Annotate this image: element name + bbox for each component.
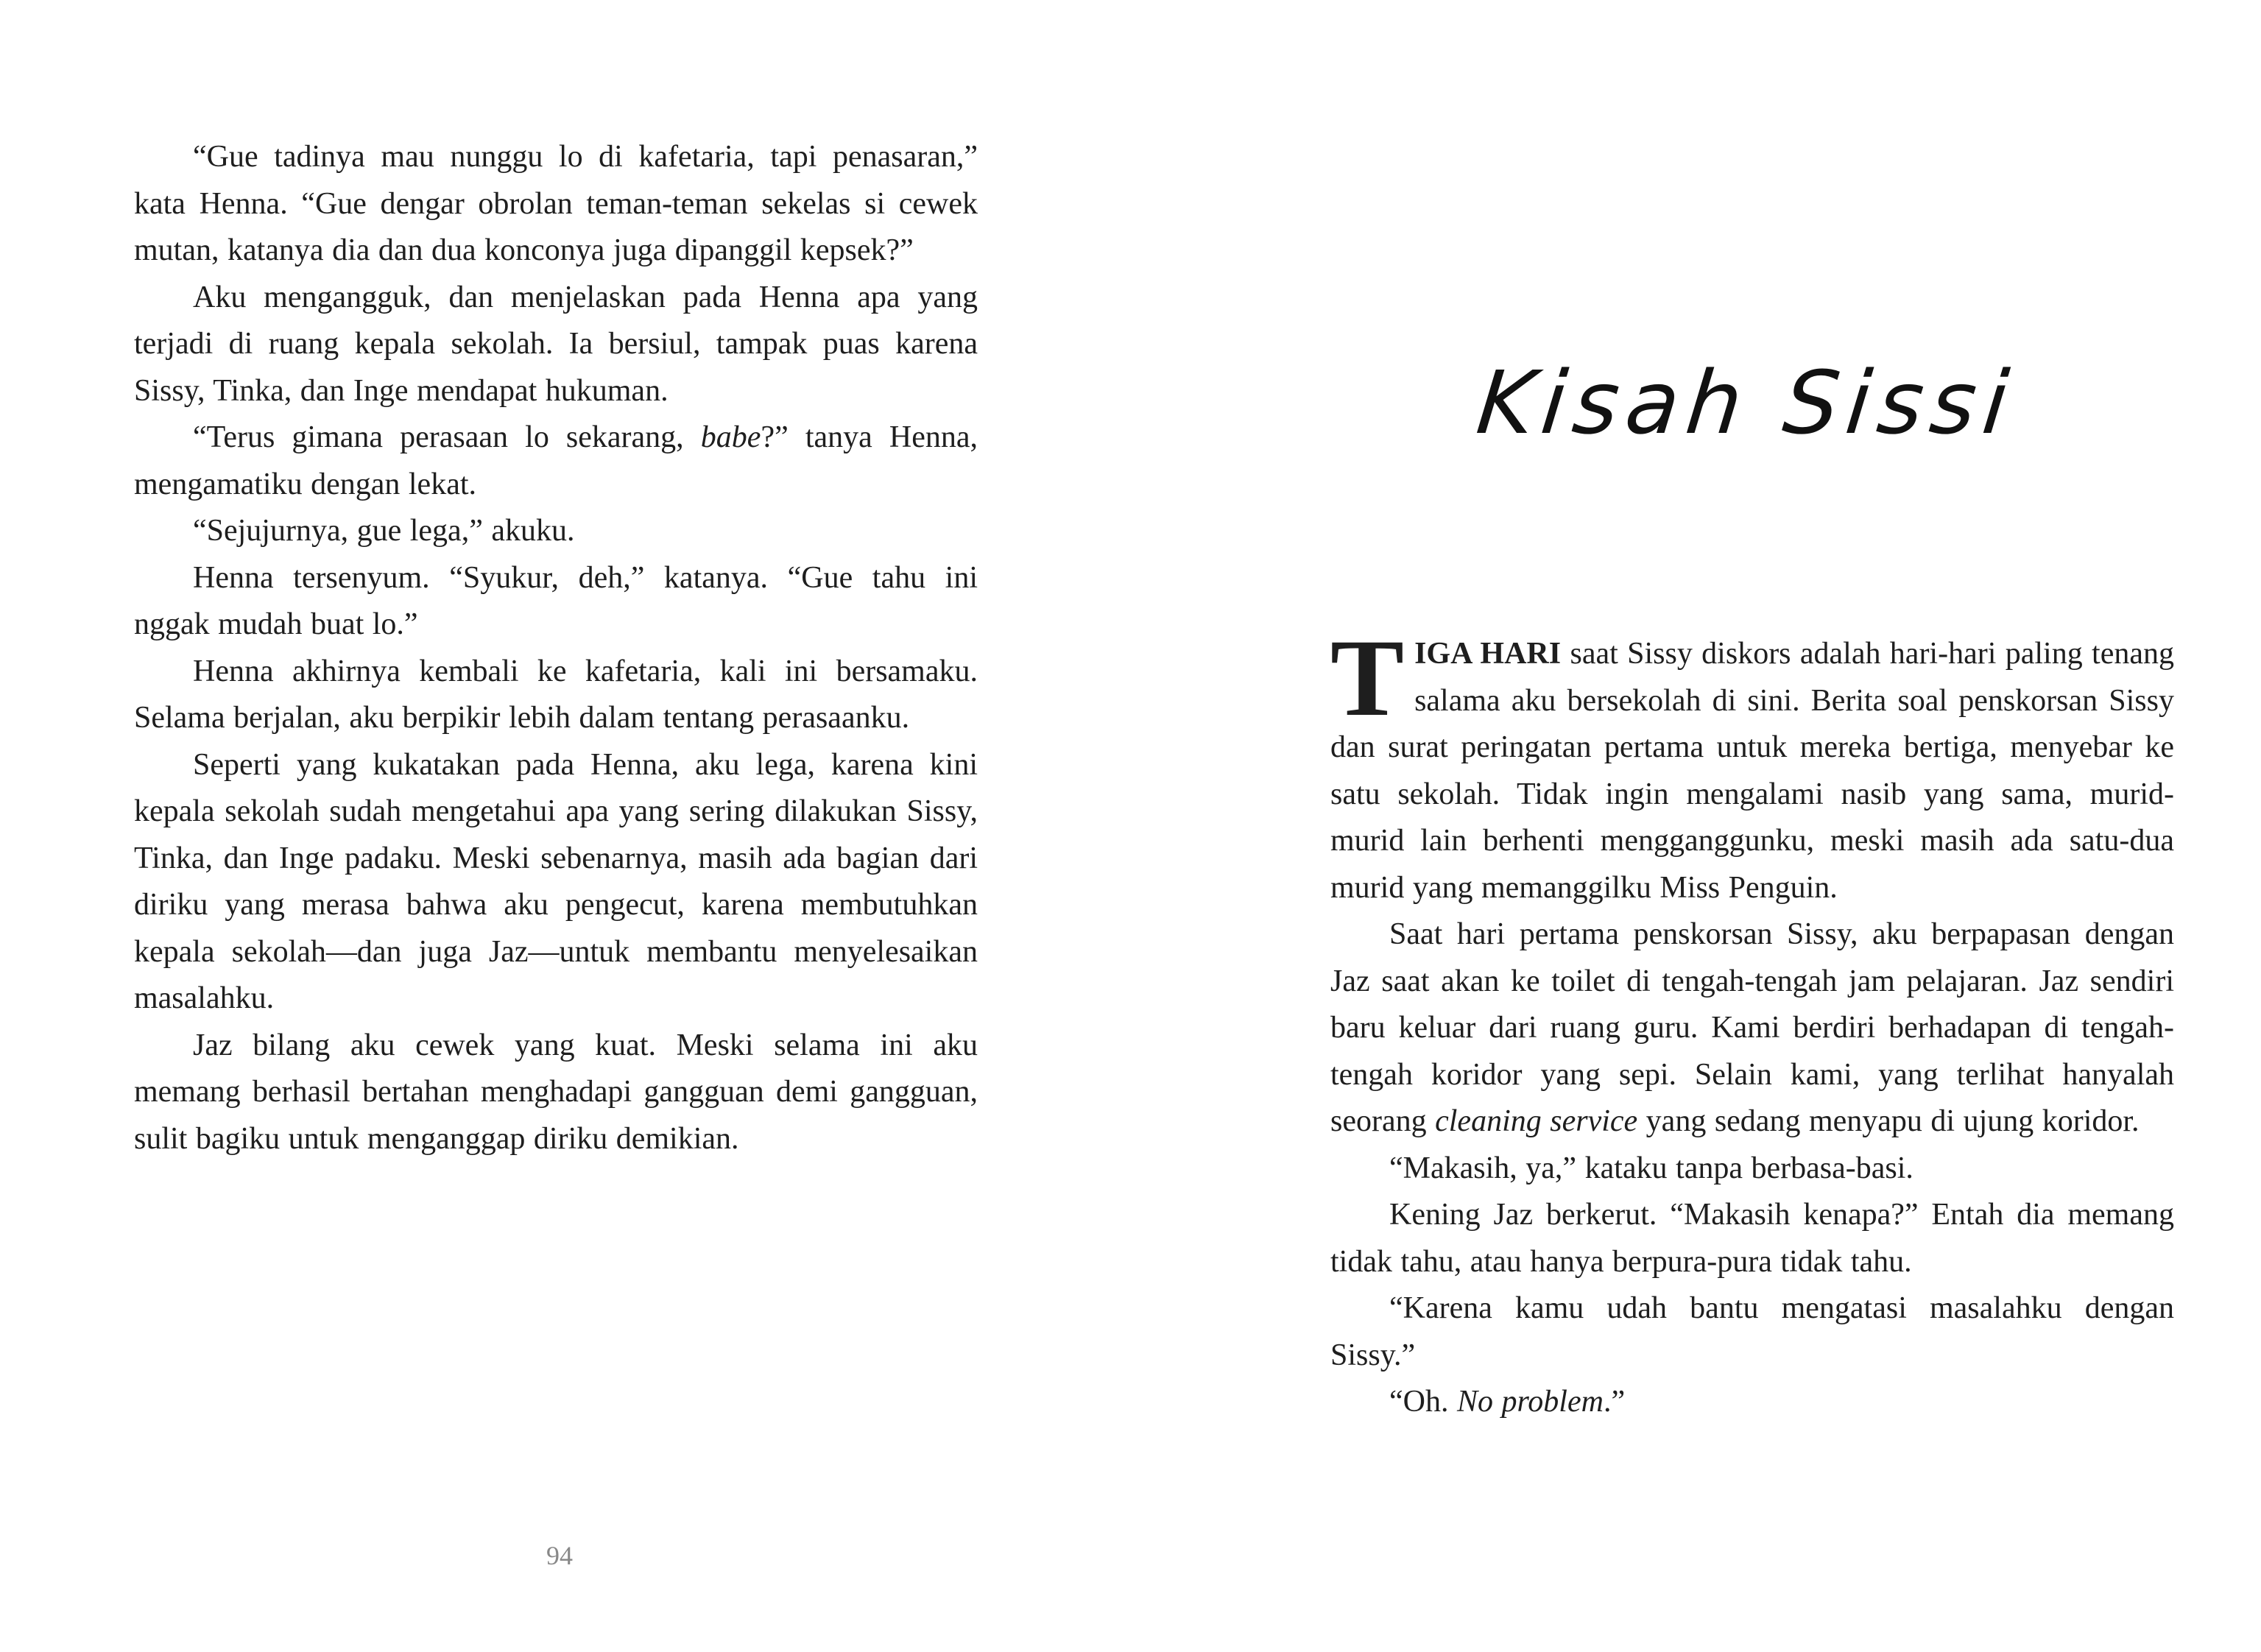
right-page — [1130, 0, 2261, 1652]
paragraph: “Karena kamu udah bantu mengatasi masalahku dengan Sissy.” — [1330, 1291, 2174, 1372]
right-page-body — [1330, 617, 2175, 1426]
opening-paragraph — [1330, 617, 2175, 911]
text-run: saat Sissy diskors adalah hari-hari paling tenang salama aku bersekolah di sini. Berita soal penskorsan Sissy dan surat peringatan pertama untuk mereka bertiga, menyebar ke satu sekolah. Tidak ingin mengalami nasib yang sama, murid-murid lain berhenti mengganggunku, meski masih ada satu-dua murid yang memanggilku Miss Penguin. — [1330, 637, 2175, 905]
chapter-title-handwriting — [1314, 346, 2190, 471]
paragraph: Seperti yang kukatakan pada Henna, aku lega, karena kini kepala sekolah sudah mengetahui apa yang sering dilakukan Sissy, Tinka, dan Inge padaku. Meski sebenarnya, masih ada bagian dari diriku yang merasa bahwa aku pengecut, karena membutuhkan kepala sekolah—dan juga Jaz—untuk membantu menyelesaikan masalahku. — [134, 747, 978, 1015]
chapter-title-text: Kisah Sissi — [1472, 352, 2020, 453]
text-run: .” — [1603, 1385, 1626, 1419]
page-number: 94 — [546, 1541, 573, 1570]
left-page-body — [134, 134, 978, 1162]
italic-text: cleaning service — [1435, 1104, 1638, 1138]
text-run: yang sedang menyapu di ujung koridor. — [1637, 1104, 2140, 1138]
paragraph: Henna akhirnya kembali ke kafetaria, kali ini bersamaku. Selama berjalan, aku berpikir lebih dalam tentang perasaanku. — [134, 654, 978, 735]
italic-text: babe — [700, 420, 761, 454]
text-run: “Oh. — [1389, 1385, 1457, 1419]
paragraph — [134, 414, 978, 508]
paragraph: “Gue tadinya mau nunggu lo di kafetaria, tapi penasaran,” kata Henna. “Gue dengar obrolan teman-teman sekelas si cewek mutan, katanya dia dan dua konconya juga dipanggil kepsek?” — [134, 140, 978, 267]
text-run: ?” tanya Henna, mengamatiku dengan lekat. — [134, 420, 978, 501]
left-page — [0, 0, 1130, 1652]
paragraph — [1330, 1379, 2174, 1426]
chapter-title — [1314, 346, 2190, 471]
paragraph: “Sejujurnya, gue lega,” akuku. — [193, 514, 575, 548]
lead-in-bold: IGA HARI — [1414, 637, 1562, 671]
drop-cap: T — [1330, 617, 1405, 739]
text-run: Saat hari pertama penskorsan Sissy, aku berpapasan dengan Jaz saat akan ke toilet di tengah-tengah jam pelajaran. Jaz sendiri baru keluar dari ruang guru. Kami berdiri berhadapan di tengah-tengah koridor yang sepi. Selain kami, yang terlihat hanyalah seorang — [1330, 917, 2174, 1138]
paragraph: Kening Jaz berkerut. “Makasih kenapa?” Entah dia memang tidak tahu, atau hanya berpura-pura tidak tahu. — [1330, 1198, 2174, 1279]
paragraph — [1330, 911, 2174, 1146]
paragraph: Aku mengangguk, dan menjelaskan pada Henna apa yang terjadi di ruang kepala sekolah. Ia bersiul, tampak puas karena Sissy, Tinka, dan Inge mendapat hukuman. — [134, 280, 978, 408]
text-run: “Terus gimana perasaan lo sekarang, — [193, 420, 701, 454]
paragraph: Henna tersenyum. “Syukur, deh,” katanya. “Gue tahu ini nggak mudah buat lo.” — [134, 560, 978, 641]
italic-text: No problem — [1456, 1385, 1604, 1419]
paragraph: Jaz bilang aku cewek yang kuat. Meski selama ini aku memang berhasil bertahan menghadapi gangguan demi gangguan, sulit bagiku untuk menganggap diriku demikian. — [134, 1028, 978, 1156]
paragraph: “Makasih, ya,” kataku tanpa berbasa-basi. — [1389, 1151, 1913, 1185]
